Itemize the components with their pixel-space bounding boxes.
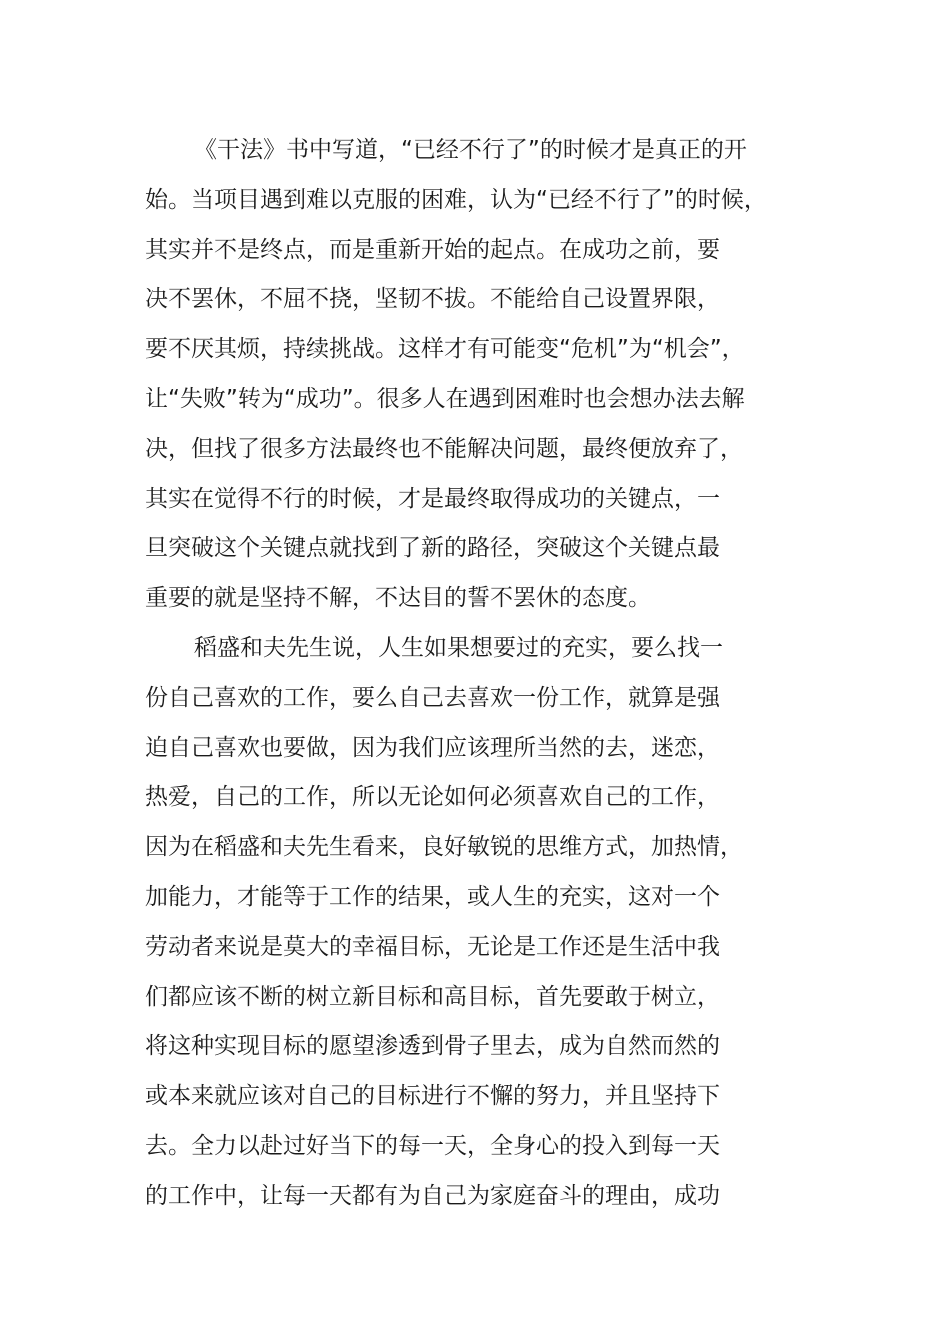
paragraph-1-line-3: 其实并不是终点，而是重新开始的起点。在成功之前，要	[145, 236, 720, 263]
paragraph-2-line-12: 的工作中，让每一天都有为自己为家庭奋斗的理由，成功	[145, 1182, 720, 1209]
paragraph-2-line-8: 们都应该不断的树立新目标和高目标，首先要敢于树立，	[145, 983, 720, 1010]
paragraph-1-line-2: 始。当项目遇到难以克服的困难，认为“已经不行了”的时候，	[145, 186, 767, 213]
paragraph-1-line-6: 让“失败”转为“成功”。很多人在遇到困难时也会想办法去解	[145, 385, 745, 412]
paragraph-2-line-1: 稻盛和夫先生说，人生如果想要过的充实，要么找一	[194, 634, 723, 661]
paragraph-2-line-4: 热爱，自己的工作，所以无论如何必须喜欢自己的工作，	[145, 784, 720, 811]
paragraph-2-line-7: 劳动者来说是莫大的幸福目标，无论是工作还是生活中我	[145, 933, 720, 960]
paragraph-1-line-5: 要不厌其烦，持续挑战。这样才有可能变“危机”为“机会”，	[145, 336, 745, 363]
paragraph-2-line-11: 去。全力以赴过好当下的每一天，全身心的投入到每一天	[145, 1132, 720, 1159]
paragraph-2-line-9: 将这种实现目标的愿望渗透到骨子里去，成为自然而然的	[145, 1033, 720, 1060]
paragraph-2-line-3: 迫自己喜欢也要做，因为我们应该理所当然的去，迷恋，	[145, 734, 720, 761]
paragraph-1-line-7: 决，但找了很多方法最终也不能解决问题，最终便放弃了，	[145, 435, 743, 462]
paragraph-1-line-1: 《干法》书中写道，“已经不行了”的时候才是真正的开	[194, 137, 747, 163]
paragraph-2-line-10: 或本来就应该对自己的目标进行不懈的努力，并且坚持下	[145, 1083, 720, 1110]
document-body	[145, 126, 825, 1222]
paragraph-1-line-10: 重要的就是坚持不解，不达目的誓不罢休的态度。	[145, 585, 651, 612]
paragraph-2-line-6: 加能力，才能等于工作的结果，或人生的充实，这对一个	[145, 883, 720, 910]
paragraph-2-line-2: 份自己喜欢的工作，要么自己去喜欢一份工作，就算是强	[145, 684, 720, 711]
paragraph-1-line-8: 其实在觉得不行的时候，才是最终取得成功的关键点，一	[145, 485, 720, 512]
paragraph-1-line-9: 旦突破这个关键点就找到了新的路径，突破这个关键点最	[145, 535, 720, 562]
paragraph-2-line-5: 因为在稻盛和夫先生看来，良好敏锐的思维方式，加热情，	[145, 834, 743, 861]
paragraph-1-line-4: 决不罢休，不屈不挠，坚韧不拔。不能给自己设置界限，	[145, 286, 720, 313]
